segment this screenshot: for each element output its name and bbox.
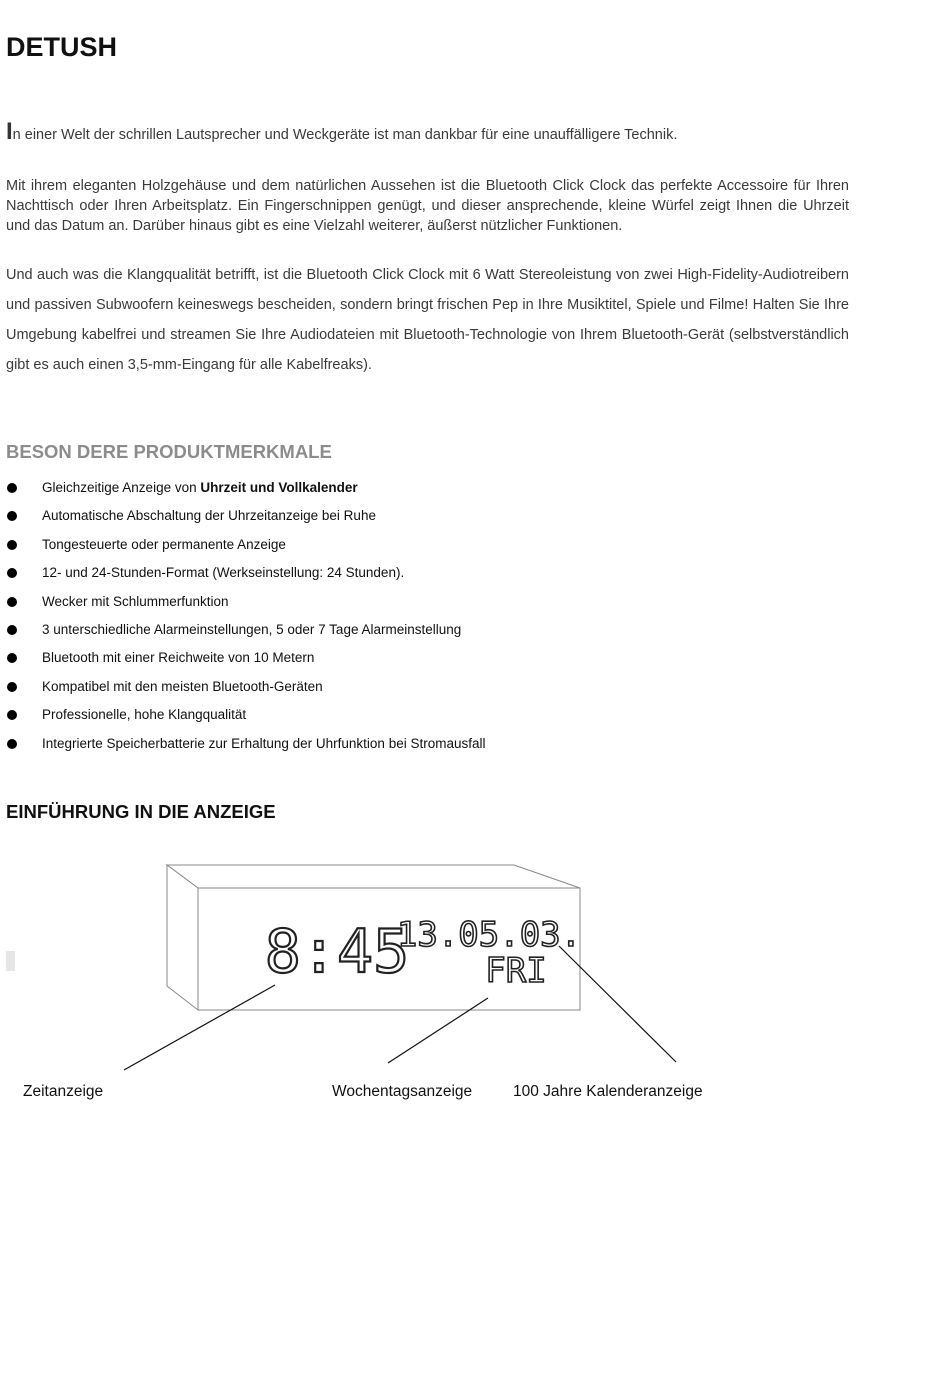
features-heading: BESON DERE PRODUKTMERKMALE [6, 441, 332, 462]
feature-text-bold: Uhrzeit und Vollkalender [200, 480, 358, 495]
feature-text: Professionelle, hohe Klangqualität [42, 707, 247, 723]
page-title: DETUSH [6, 32, 118, 62]
bullet-icon [7, 511, 17, 521]
bullet-icon [7, 483, 17, 493]
display-heading: EINFÜHRUNG IN DIE ANZEIGE [6, 801, 276, 822]
clock-display-diagram [0, 850, 950, 1080]
sound-paragraph: Und auch was die Klangqualität betrifft, ist die Bluetooth Click Clock mit 6 Watt Stereoleistung von zwei High-Fidelity-Audiotreibern und passiven Subwoofern keineswegs bescheiden, sondern bringt frischen Pep in Ihre Musiktitel, Spiele und Filme! Halten Sie Ihre Umgebung kabelfrei und streamen Sie Ihre Audiodateien mit Bluetooth-Technologie von Ihrem Bluetooth-Gerät (selbstverständlich gibt es auch einen 3,5-mm-Eingang für alle Kabelfreaks). [6, 267, 849, 373]
bullet-icon [7, 710, 17, 720]
side-marker [6, 951, 15, 971]
intro-paragraph [6, 120, 849, 144]
bullet-icon [7, 625, 17, 635]
time-label: Zeitanzeige [23, 1083, 104, 1100]
calendar-label: 100 Jahre Kalenderanzeige [513, 1083, 703, 1100]
bullet-icon [7, 653, 17, 663]
feature-text-prefix: Gleichzeitige Anzeige von [42, 480, 201, 495]
feature-text: 3 unterschiedliche Alarmeinstellungen, 5 oder 7 Tage Alarmeinstellung [42, 621, 462, 637]
clock-top-face [167, 865, 580, 888]
feature-text: Integrierte Speicherbatterie zur Erhaltung der Uhrfunktion bei Stromausfall [42, 735, 486, 751]
bullet-icon [7, 540, 17, 550]
intro-text: n einer Welt der schrillen Lautsprecher und Weckgeräte ist man dankbar für eine unauffälligere Technik. [12, 127, 678, 143]
feature-text: Tongesteuerte oder permanente Anzeige [42, 536, 286, 552]
feature-text: Kompatibel mit den meisten Bluetooth-Geräten [42, 678, 323, 694]
feature-text: Bluetooth mit einer Reichweite von 10 Metern [42, 650, 315, 666]
time-display: 8:45 [264, 917, 410, 987]
description-paragraph: Mit ihrem eleganten Holzgehäuse und dem natürlichen Aussehen ist die Bluetooth Click Clock das perfekte Accessoire für Ihren Nachttisch oder Ihren Arbeitsplatz. Ein Fingerschnippen genügt, und dieser ansprechende, kleine Würfel zeigt Ihnen die Uhrzeit und das Datum an. Darüber hinaus gibt es eine Vielzahl weiterer, äußerst nützlicher Funktionen. [6, 178, 849, 234]
bullet-icon [7, 739, 17, 749]
date-display: 13.05.03. [396, 915, 582, 955]
weekday-display: FRI [485, 951, 547, 991]
clock-side-face [167, 865, 198, 1010]
feature-text: 12- und 24-Stunden-Format (Werkseinstellung: 24 Stunden). [42, 565, 405, 581]
bullet-icon [7, 568, 17, 578]
bullet-icon [7, 597, 17, 607]
feature-text: Automatische Abschaltung der Uhrzeitanzeige bei Ruhe [42, 508, 376, 524]
drop-cap: I [6, 118, 13, 145]
bullet-icon [7, 682, 17, 692]
feature-text: Wecker mit Schlummerfunktion [42, 593, 229, 609]
weekday-label: Wochentagsanzeige [332, 1083, 473, 1100]
feature-text [42, 478, 358, 498]
